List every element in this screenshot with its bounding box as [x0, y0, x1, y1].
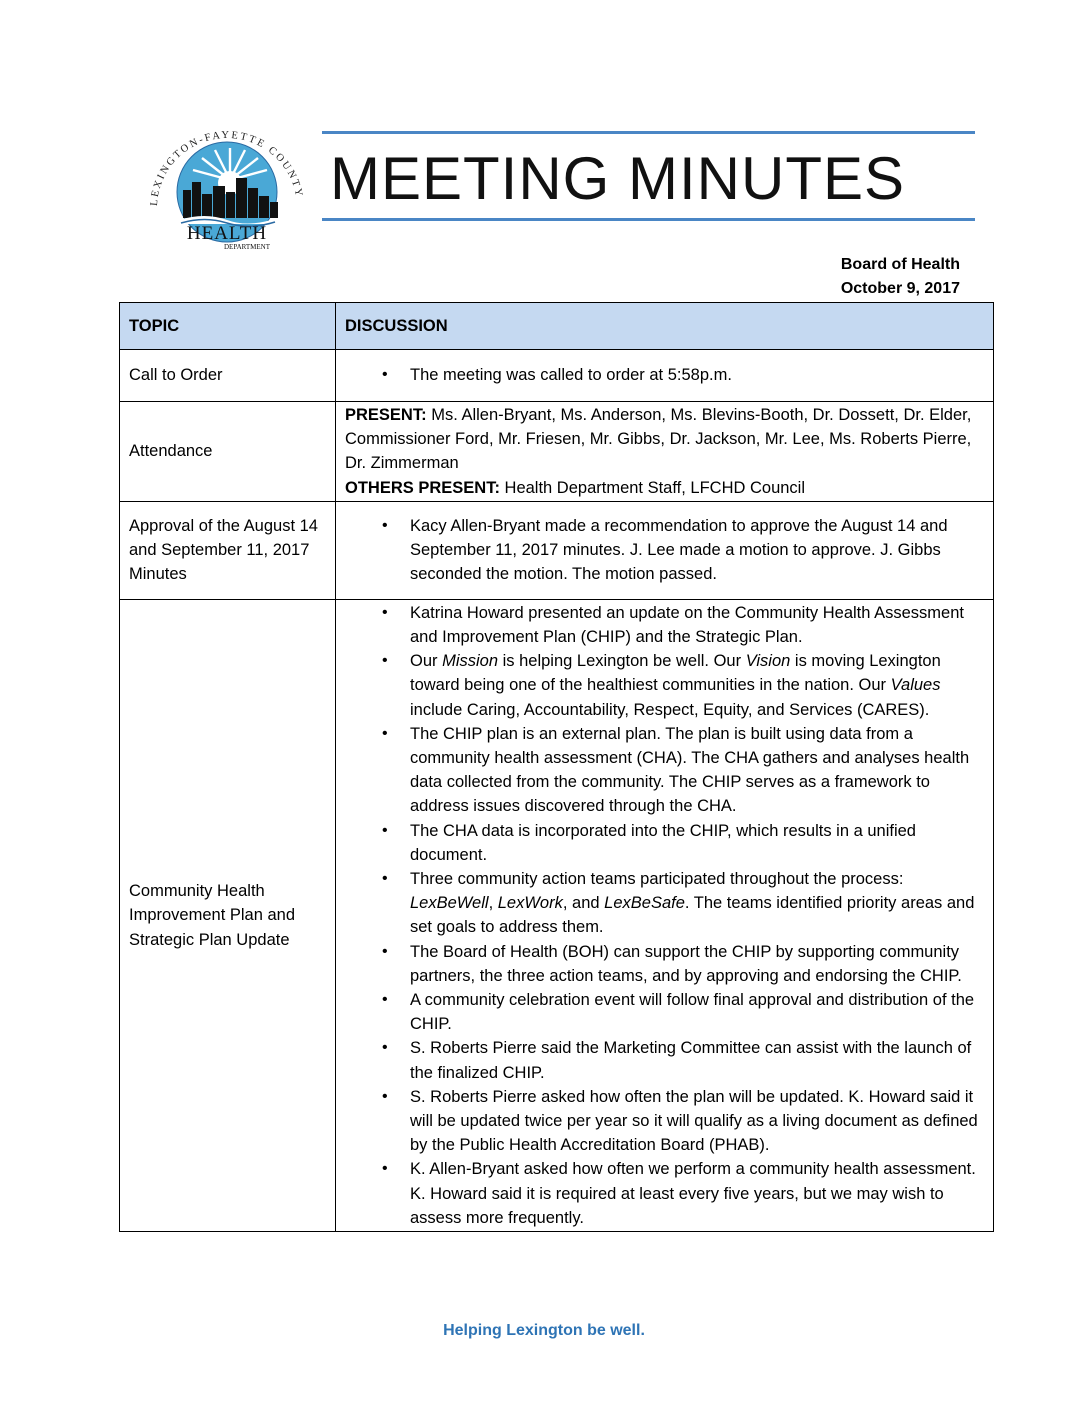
list-item: • The meeting was called to order at 5:58p.m.: [410, 363, 985, 387]
topic-cell: Community Health Improvement Plan and Strategic Plan Update: [120, 599, 336, 1231]
list-item: • Our Mission is helping Lexington be well. Our Vision is moving Lexington toward being one of the healthiest communities in the nation. Our Values include Caring, Accountability, Respect, Equity, and Services (CARES).: [410, 649, 985, 722]
mission-term: Mission: [442, 652, 499, 671]
board-name: Board of Health: [840, 256, 960, 273]
attendance-others: [345, 476, 985, 500]
others-label: OTHERS PRESENT:: [345, 478, 500, 497]
header-rule-top: [322, 131, 975, 134]
list-item: • Katrina Howard presented an update on the Community Health Assessment and Improvement Plan (CHIP) and the Strategic Plan.: [410, 601, 985, 649]
column-header-topic: TOPIC: [120, 303, 336, 350]
page-title: MEETING MINUTES: [330, 145, 906, 212]
table-header-row: [120, 303, 994, 350]
footer-tagline: Helping Lexington be well.: [443, 1322, 645, 1339]
column-header-discussion: DISCUSSION: [336, 303, 994, 350]
list-item: • The Board of Health (BOH) can support the CHIP by supporting community partners, the three action teams, and by approving and endorsing the CHIP.: [410, 940, 985, 988]
list-item: • K. Allen-Bryant asked how often we perform a community health assessment. K. Howard said it is required at least every five years, but we may wish to assess more frequently.: [410, 1157, 985, 1230]
table-row: [120, 402, 994, 502]
logo-name: HEALTH: [186, 223, 268, 244]
team-name: LexBeSafe: [604, 894, 685, 913]
list-item: • S. Roberts Pierre said the Marketing Committee can assist with the launch of the finalized CHIP.: [410, 1036, 985, 1084]
values-term: Values: [890, 676, 941, 695]
discussion-cell: [336, 350, 994, 402]
attendance-present: [345, 403, 985, 476]
list-item: • The CHA data is incorporated into the CHIP, which results in a unified document.: [410, 819, 985, 867]
table-row: [120, 350, 994, 402]
discussion-cell: [336, 599, 994, 1231]
meeting-date: October 9, 2017: [840, 280, 960, 297]
list-item: • The CHIP plan is an external plan. The plan is built using data from a community health assessment (CHA). The CHA gathers and analyses health data collected from the community. The CHIP serves as a framework to address issues discovered through the CHA.: [410, 722, 985, 819]
discussion-cell: [336, 501, 994, 599]
topic-cell: Attendance: [120, 402, 336, 502]
minutes-table: [119, 302, 994, 1232]
vision-term: Vision: [745, 652, 791, 671]
present-label: PRESENT:: [345, 406, 427, 424]
list-item: • Kacy Allen-Bryant made a recommendation to approve the August 14 and September 11, 2017 minutes. J. Lee made a motion to approve. J. Gibbs seconded the motion. The motion passed.: [410, 514, 985, 587]
team-name: LexBeWell: [410, 894, 489, 913]
list-item: • A community celebration event will follow final approval and distribution of the CHIP.: [410, 988, 985, 1036]
table-row: [120, 599, 994, 1231]
discussion-cell: [336, 402, 994, 502]
table-row: [120, 501, 994, 599]
list-item: • S. Roberts Pierre asked how often the plan will be updated. K. Howard said it will be updated twice per year so it will qualify as a living document as defined by the Public Health Accreditation Board (PHAB).: [410, 1085, 985, 1158]
team-name: LexWork: [497, 894, 563, 913]
present-names: Ms. Allen-Bryant, Ms. Anderson, Ms. Blevins-Booth, Dr. Dossett, Dr. Elder, Commissioner Ford, Mr. Friesen, Mr. Gibbs, Dr. Jackson, Mr. Lee, Ms. Roberts Pierre, Dr. Zimmerman: [345, 406, 972, 473]
topic-cell: Call to Order: [120, 350, 336, 402]
logo-arc-text: LEXINGTON-FAYETTE COUNTY: [148, 129, 305, 207]
topic-cell: Approval of the August 14 and September 11, 2017 Minutes: [120, 501, 336, 599]
meeting-meta: [841, 253, 960, 301]
list-item: • Three community action teams participated throughout the process: LexBeWell, LexWork, and LexBeSafe. The teams identified priority areas and set goals to address them.: [410, 867, 985, 940]
logo-subname: DEPARTMENT: [224, 243, 270, 251]
others-names: Health Department Staff, LFCHD Council: [499, 478, 806, 497]
header-rule-bottom: [322, 218, 975, 221]
health-department-logo: [135, 128, 315, 252]
